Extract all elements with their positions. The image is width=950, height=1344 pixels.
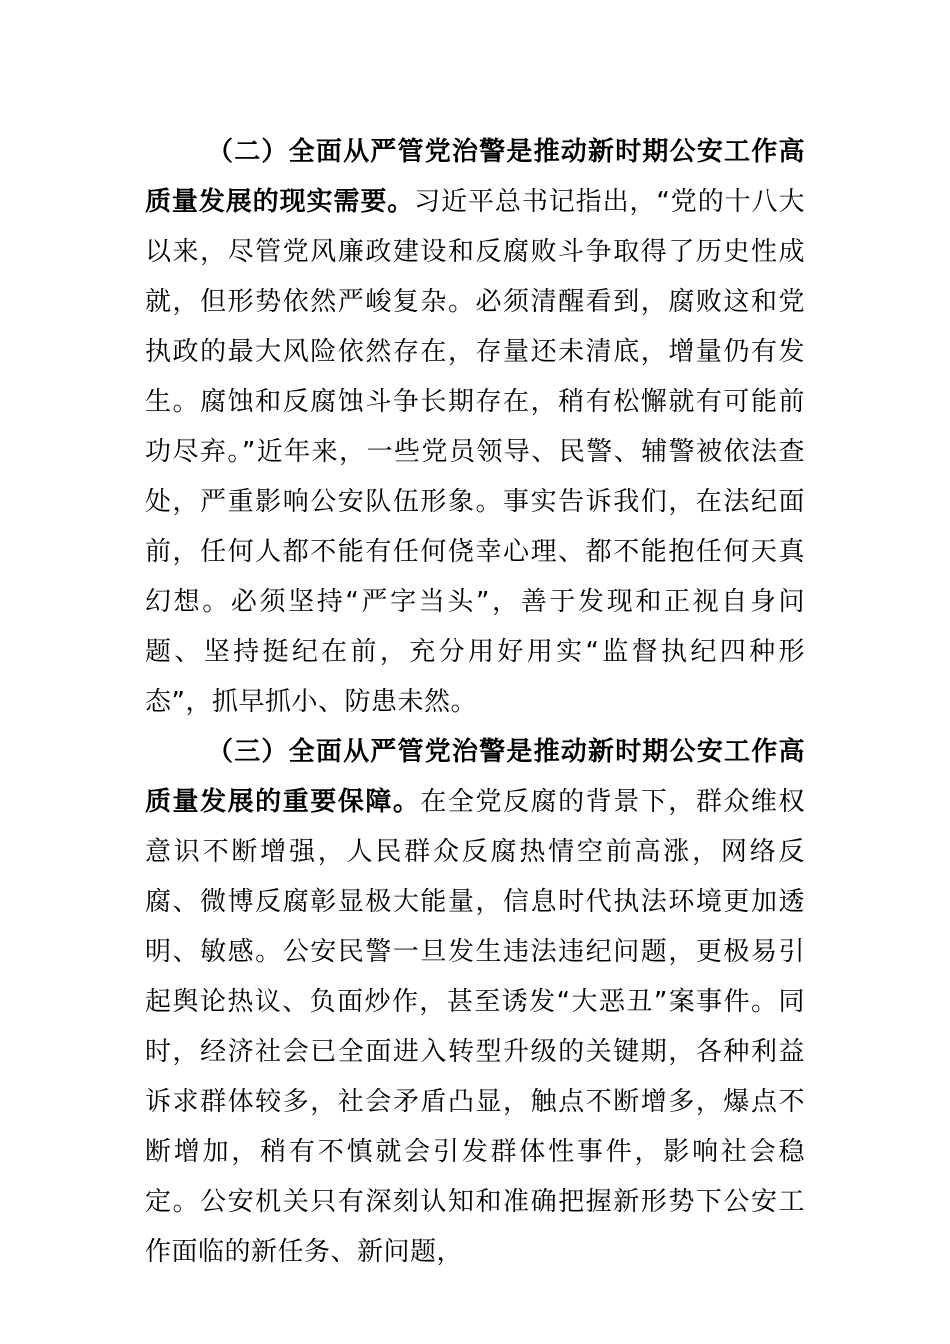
paragraph-3 [145,727,805,1277]
document-page [145,127,805,1277]
paragraph-heading: （二）全面从严管党治警是推动新时期公安工作高质量发展的现实需要。 [145,137,805,217]
paragraph-body: 在全党反腐的背景下，群众维权意识不断增强，人民群众反腐热情空前高涨，网络反腐、微博反腐彰显极大能量，信息时代执法环境更加透明、敏感。公安民警一旦发生违法违纪问题，更极易引起舆论热议、负面炒作，甚至诱发“大恶丑”案事件。同时，经济社会已全面进入转型升级的关键期，各种利益诉求群体较多，社会矛盾凸显，触点不断增多，爆点不断增加，稍有不慎就会引发群体性事件，影响社会稳定。公安机关只有深刻认知和准确把握新形势下公安工作面临的新任务、新问题， [145,787,805,1267]
paragraph-body: 习近平总书记指出，“党的十八大以来，尽管党风廉政建设和反腐败斗争取得了历史性成就，但形势依然严峻复杂。必须清醒看到，腐败这和党执政的最大风险依然存在，存量还未清底，增量仍有发生。腐蚀和反腐蚀斗争长期存在，稍有松懈就有可能前功尽弃。”近年来，一些党员领导、民警、辅警被依法查处，严重影响公安队伍形象。事实告诉我们，在法纪面前，任何人都不能有任何侥幸心理、都不能抱任何天真幻想。必须坚持“严字当头”，善于发现和正视自身问题、坚持挺纪在前，充分用好用实“监督执纪四种形态”，抓早抓小、防患未然。 [145,187,805,717]
paragraph-2 [145,127,805,727]
paragraph-heading: （三）全面从严管党治警是推动新时期公安工作高质量发展的重要保障。 [145,737,805,817]
